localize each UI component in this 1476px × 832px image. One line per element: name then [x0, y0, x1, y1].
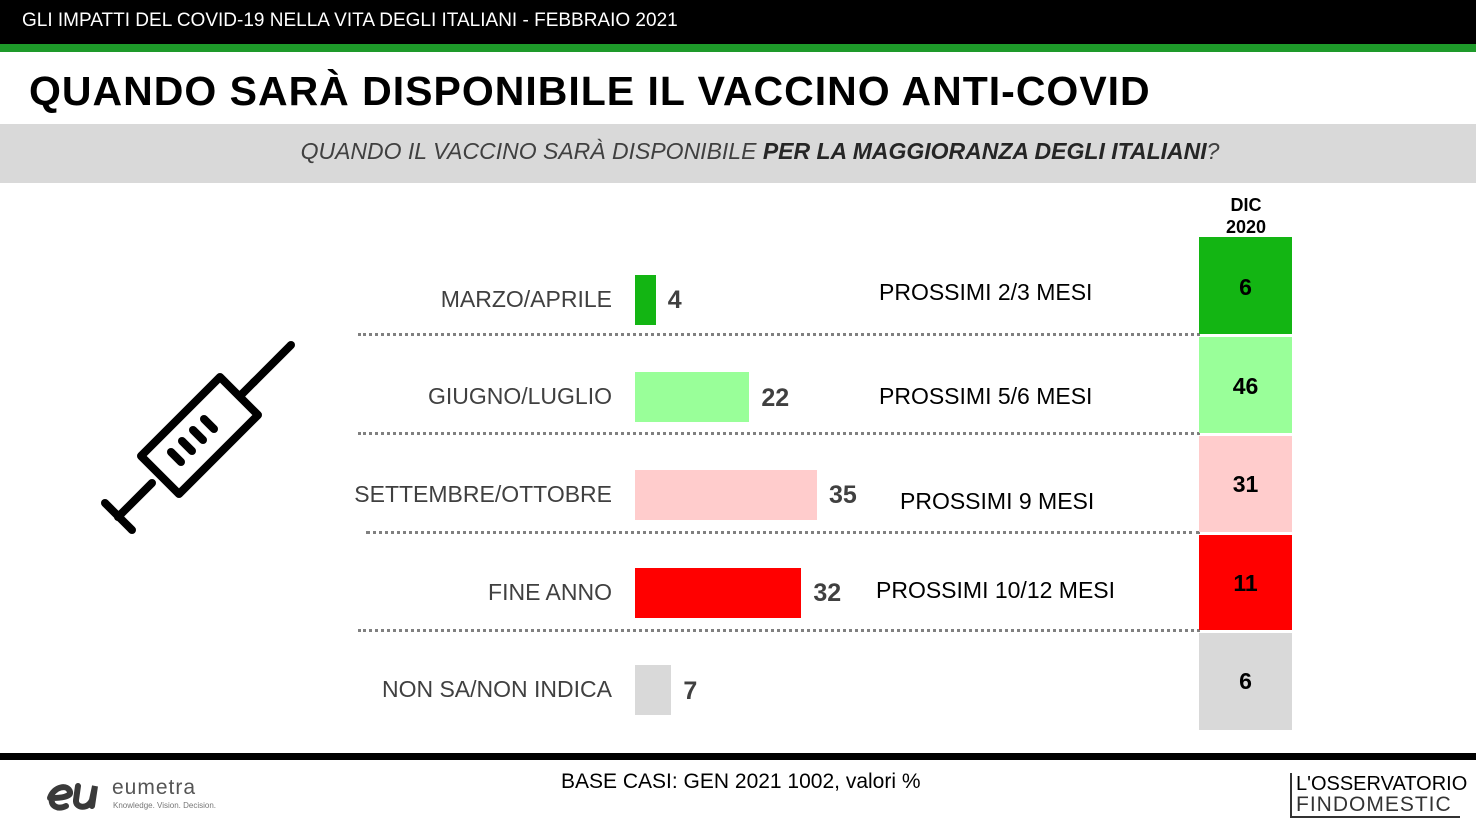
period-label-5-6-mesi: PROSSIMI 5/6 MESI: [879, 383, 1093, 409]
comparison-header-month: DIC: [1230, 195, 1262, 215]
category-label-non-sa: NON SA/NON INDICA: [381, 676, 612, 702]
syringe-icon: [96, 335, 301, 540]
period-label-2-3-mesi: PROSSIMI 2/3 MESI: [879, 279, 1093, 305]
bar-value-non-sa: 7: [683, 677, 698, 705]
question-plain-text: QUANDO IL VACCINO SARÀ DISPONIBILE: [300, 138, 763, 164]
bar-value-marzo-aprile: 4: [667, 286, 682, 314]
bar-value-fine-anno: 32: [813, 579, 842, 607]
comparison-header-year: 2020: [1225, 217, 1267, 237]
period-label-9-mesi: PROSSIMI 9 MESI: [900, 488, 1095, 514]
eumetra-mark-icon: [44, 776, 106, 814]
logo-line-osservatorio: L'OSSERVATORIO: [1296, 773, 1468, 795]
category-label-marzo-aprile: MARZO/APRILE: [440, 286, 612, 312]
top-header-bar: [0, 0, 1476, 44]
header-accent-stripe: [0, 44, 1476, 52]
osservatorio-findomestic-logo: [1290, 773, 1468, 818]
survey-question: [0, 138, 1476, 165]
question-end-text: ?: [1206, 138, 1220, 164]
bar-value-giugno-luglio: 22: [761, 384, 790, 412]
row-divider: [358, 629, 1200, 632]
report-series-title: GLI IMPATTI DEL COVID-19 NELLA VITA DEGLI ITALIANI - FEBBRAIO 2021: [22, 10, 678, 31]
row-divider: [358, 333, 1200, 336]
base-sample-note: BASE CASI: GEN 2021 1002, valori %: [561, 770, 921, 793]
logo-line-findomestic: FINDOMESTIC: [1296, 793, 1452, 816]
row-divider: [358, 432, 1200, 435]
comparison-value-non-sa: 6: [1239, 668, 1252, 694]
eumetra-wordmark: eumetra: [112, 776, 197, 799]
comparison-column-header: [1200, 194, 1292, 238]
footer-divider-bar: [0, 753, 1476, 760]
bar-fine-anno: [635, 568, 801, 618]
period-label-10-12-mesi: PROSSIMI 10/12 MESI: [876, 577, 1116, 603]
comparison-value-giugno-luglio: 46: [1232, 373, 1259, 399]
bar-giugno-luglio: [635, 372, 749, 422]
bar-settembre-ottobre: [635, 470, 817, 520]
eumetra-logo: [44, 776, 224, 816]
bar-value-settembre-ottobre: 35: [829, 481, 857, 509]
eumetra-tagline: Knowledge. Vision. Decision.: [113, 801, 217, 810]
category-label-fine-anno: FINE ANNO: [488, 579, 612, 605]
category-label-giugno-luglio: GIUGNO/LUGLIO: [427, 383, 612, 409]
category-label-settembre-ottobre: SETTEMBRE/OTTOBRE: [354, 481, 612, 507]
question-bold-text: PER LA MAGGIORANZA DEGLI ITALIANI: [762, 138, 1207, 164]
row-divider: [366, 531, 1200, 534]
comparison-value-marzo-aprile: 6: [1239, 274, 1252, 300]
comparison-value-fine-anno: 11: [1233, 570, 1258, 596]
comparison-value-settembre-ottobre: 31: [1232, 471, 1259, 497]
bar-marzo-aprile: [635, 275, 656, 325]
bar-non-sa: [635, 665, 671, 715]
page-title: QUANDO SARÀ DISPONIBILE IL VACCINO ANTI-COVID: [29, 68, 1151, 114]
